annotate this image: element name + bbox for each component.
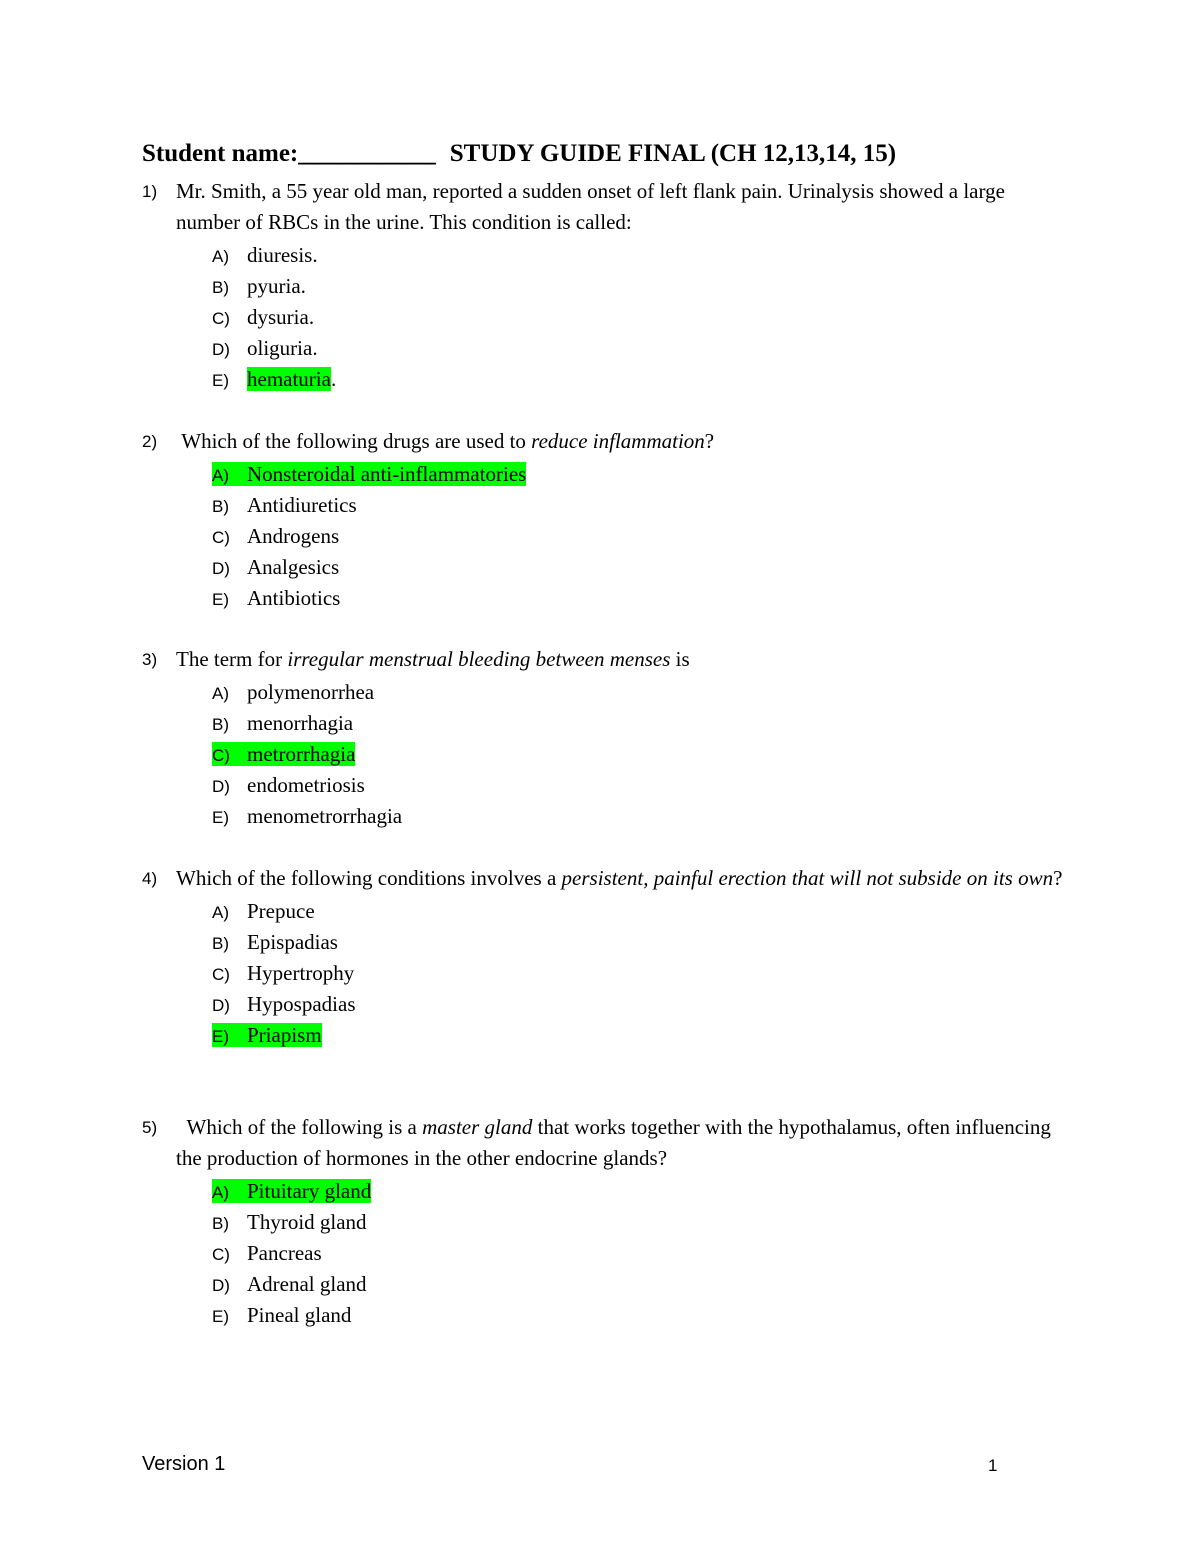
student-name-blank: ___________ bbox=[298, 140, 436, 167]
question-stem bbox=[176, 1112, 1066, 1174]
answer-wrapper bbox=[212, 555, 339, 579]
stem-emphasis: reduce inflammation bbox=[531, 429, 705, 453]
stem-text: is bbox=[670, 647, 690, 671]
answer-wrapper bbox=[212, 524, 339, 548]
option-text: Antibiotics bbox=[247, 586, 341, 610]
correct-answer-highlight bbox=[212, 1179, 371, 1203]
correct-answer-highlight bbox=[212, 462, 526, 486]
answer-option-a bbox=[212, 240, 1066, 271]
answer-option-b bbox=[212, 1207, 1066, 1238]
option-text: Pancreas bbox=[247, 1241, 322, 1265]
option-text: Thyroid gland bbox=[247, 1210, 367, 1234]
answer-option-d bbox=[212, 552, 1066, 583]
footer-page-number: 1 bbox=[988, 1456, 998, 1475]
question-2 bbox=[142, 426, 1066, 614]
answer-option-a bbox=[212, 1176, 1066, 1207]
option-text: Nonsteroidal anti-inflammatories bbox=[247, 462, 527, 486]
option-text: Prepuce bbox=[247, 899, 315, 923]
answer-options bbox=[212, 1176, 1066, 1331]
option-text: Pituitary gland bbox=[247, 1179, 372, 1203]
answer-option-c bbox=[212, 1238, 1066, 1269]
question-number: 3) bbox=[142, 650, 158, 669]
answer-wrapper bbox=[212, 586, 340, 610]
stem-emphasis: irregular menstrual bleeding between menses bbox=[287, 647, 671, 671]
option-letter: A) bbox=[212, 1183, 229, 1202]
answer-option-e bbox=[212, 1020, 1066, 1051]
option-letter: A) bbox=[212, 684, 229, 703]
option-letter: D) bbox=[212, 777, 230, 796]
option-text: Pineal gland bbox=[247, 1303, 352, 1327]
option-text: oliguria. bbox=[247, 336, 318, 360]
answer-wrapper bbox=[212, 1272, 367, 1296]
answer-option-d bbox=[212, 770, 1066, 801]
question-4 bbox=[142, 863, 1066, 1051]
answer-option-a bbox=[212, 459, 1066, 490]
answer-wrapper bbox=[212, 961, 354, 985]
option-letter: B) bbox=[212, 497, 229, 516]
option-text: menometrorrhagia bbox=[247, 804, 403, 828]
answer-option-a bbox=[212, 896, 1066, 927]
option-text: menorrhagia bbox=[247, 711, 354, 735]
answer-wrapper bbox=[212, 930, 338, 954]
option-suffix: . bbox=[330, 367, 337, 391]
option-letter: D) bbox=[212, 559, 230, 578]
option-letter: D) bbox=[212, 1276, 230, 1295]
student-name-label: Student name: bbox=[142, 140, 299, 167]
stem-emphasis: persistent, painful erection that will not subside on its own bbox=[561, 866, 1054, 890]
stem-emphasis: master gland bbox=[422, 1115, 533, 1139]
option-text: metrorrhagia bbox=[247, 742, 356, 766]
option-letter: D) bbox=[212, 340, 230, 359]
answer-option-c bbox=[212, 302, 1066, 333]
answer-wrapper bbox=[212, 711, 353, 735]
stem-text: ? bbox=[704, 429, 715, 453]
option-text: Antidiuretics bbox=[247, 493, 357, 517]
answer-option-b bbox=[212, 927, 1066, 958]
option-letter: B) bbox=[212, 1214, 229, 1233]
option-letter: C) bbox=[212, 528, 230, 547]
option-letter: E) bbox=[212, 808, 229, 827]
answer-option-b bbox=[212, 490, 1066, 521]
question-stem bbox=[176, 426, 1066, 457]
option-letter: C) bbox=[212, 746, 230, 765]
answer-options bbox=[212, 896, 1066, 1051]
question-3 bbox=[142, 644, 1066, 832]
question-stem bbox=[176, 863, 1066, 894]
answer-wrapper bbox=[212, 680, 374, 704]
option-text: hematuria bbox=[247, 367, 331, 391]
option-text: polymenorrhea bbox=[247, 680, 375, 704]
option-text: endometriosis bbox=[247, 773, 365, 797]
answer-wrapper bbox=[212, 1210, 367, 1234]
stem-text: The term for bbox=[176, 647, 288, 671]
footer-version: Version 1 bbox=[142, 1453, 226, 1475]
answer-option-d bbox=[212, 333, 1066, 364]
answer-option-c bbox=[212, 739, 1066, 770]
guide-title: STUDY GUIDE FINAL (CH 12,13,14, 15) bbox=[449, 140, 897, 167]
option-text: pyuria. bbox=[247, 274, 306, 298]
option-text: dysuria. bbox=[247, 305, 315, 329]
option-letter: E) bbox=[212, 590, 229, 609]
stem-text: Mr. Smith, a 55 year old man, reported a sudden onset of left flank pain. Urinalysis showed a large number of RBCs in the urine. This condition is called: bbox=[176, 179, 1011, 234]
answer-wrapper bbox=[212, 336, 318, 360]
option-text: Androgens bbox=[247, 524, 340, 548]
answer-wrapper bbox=[212, 1241, 322, 1265]
option-text: diuresis. bbox=[247, 243, 318, 267]
answer-option-e bbox=[212, 583, 1066, 614]
answer-option-e bbox=[212, 801, 1066, 832]
answer-options bbox=[212, 240, 1066, 395]
stem-text: that works together with the hypothalamus, often influencing the production of hormones in the other endocrine glands? bbox=[176, 1115, 1057, 1170]
answer-wrapper bbox=[212, 773, 365, 797]
option-letter: E) bbox=[212, 1307, 229, 1326]
answer-wrapper bbox=[212, 804, 402, 828]
question-number: 2) bbox=[142, 432, 158, 451]
option-letter: B) bbox=[212, 715, 229, 734]
question-stem bbox=[176, 644, 1066, 675]
question-5 bbox=[142, 1112, 1066, 1331]
option-letter: B) bbox=[212, 934, 229, 953]
option-letter: C) bbox=[212, 965, 230, 984]
answer-wrapper bbox=[212, 899, 315, 923]
answer-options bbox=[212, 459, 1066, 614]
option-letter: E) bbox=[212, 371, 229, 390]
answer-options bbox=[212, 677, 1066, 832]
option-text: Priapism bbox=[247, 1023, 322, 1047]
answer-option-b bbox=[212, 708, 1066, 739]
option-letter: E) bbox=[212, 1027, 229, 1046]
stem-text: Which of the following drugs are used to bbox=[176, 429, 532, 453]
correct-answer-highlight bbox=[212, 742, 355, 766]
answer-wrapper bbox=[212, 992, 356, 1016]
answer-option-b bbox=[212, 271, 1066, 302]
question-stem bbox=[176, 176, 1066, 238]
answer-option-c bbox=[212, 958, 1066, 989]
option-letter: D) bbox=[212, 996, 230, 1015]
page-header bbox=[142, 140, 896, 168]
stem-text: Which of the following is a bbox=[176, 1115, 423, 1139]
answer-option-d bbox=[212, 989, 1066, 1020]
stem-text: Which of the following conditions involves a bbox=[176, 866, 562, 890]
option-letter: C) bbox=[212, 1245, 230, 1264]
answer-option-a bbox=[212, 677, 1066, 708]
option-letter: B) bbox=[212, 278, 229, 297]
question-number: 5) bbox=[142, 1118, 158, 1137]
answer-wrapper bbox=[212, 493, 357, 517]
answer-option-e bbox=[212, 1300, 1066, 1331]
option-letter: A) bbox=[212, 466, 229, 485]
option-text: Epispadias bbox=[247, 930, 338, 954]
stem-text: ? bbox=[1053, 866, 1063, 890]
correct-answer-highlight bbox=[212, 1023, 322, 1047]
option-text: Hypertrophy bbox=[247, 961, 355, 985]
answer-wrapper bbox=[212, 243, 318, 267]
answer-option-d bbox=[212, 1269, 1066, 1300]
option-letter: C) bbox=[212, 309, 230, 328]
answer-wrapper bbox=[212, 305, 314, 329]
question-number: 1) bbox=[142, 182, 158, 201]
option-letter: A) bbox=[212, 247, 229, 266]
answer-option-e bbox=[212, 364, 1066, 395]
option-text: Adrenal gland bbox=[247, 1272, 367, 1296]
option-letter: A) bbox=[212, 903, 229, 922]
correct-answer-highlight bbox=[212, 367, 336, 391]
answer-wrapper bbox=[212, 274, 306, 298]
option-text: Hypospadias bbox=[247, 992, 356, 1016]
answer-option-c bbox=[212, 521, 1066, 552]
answer-wrapper bbox=[212, 1303, 351, 1327]
option-text: Analgesics bbox=[247, 555, 340, 579]
question-1 bbox=[142, 176, 1066, 395]
question-number: 4) bbox=[142, 869, 158, 888]
